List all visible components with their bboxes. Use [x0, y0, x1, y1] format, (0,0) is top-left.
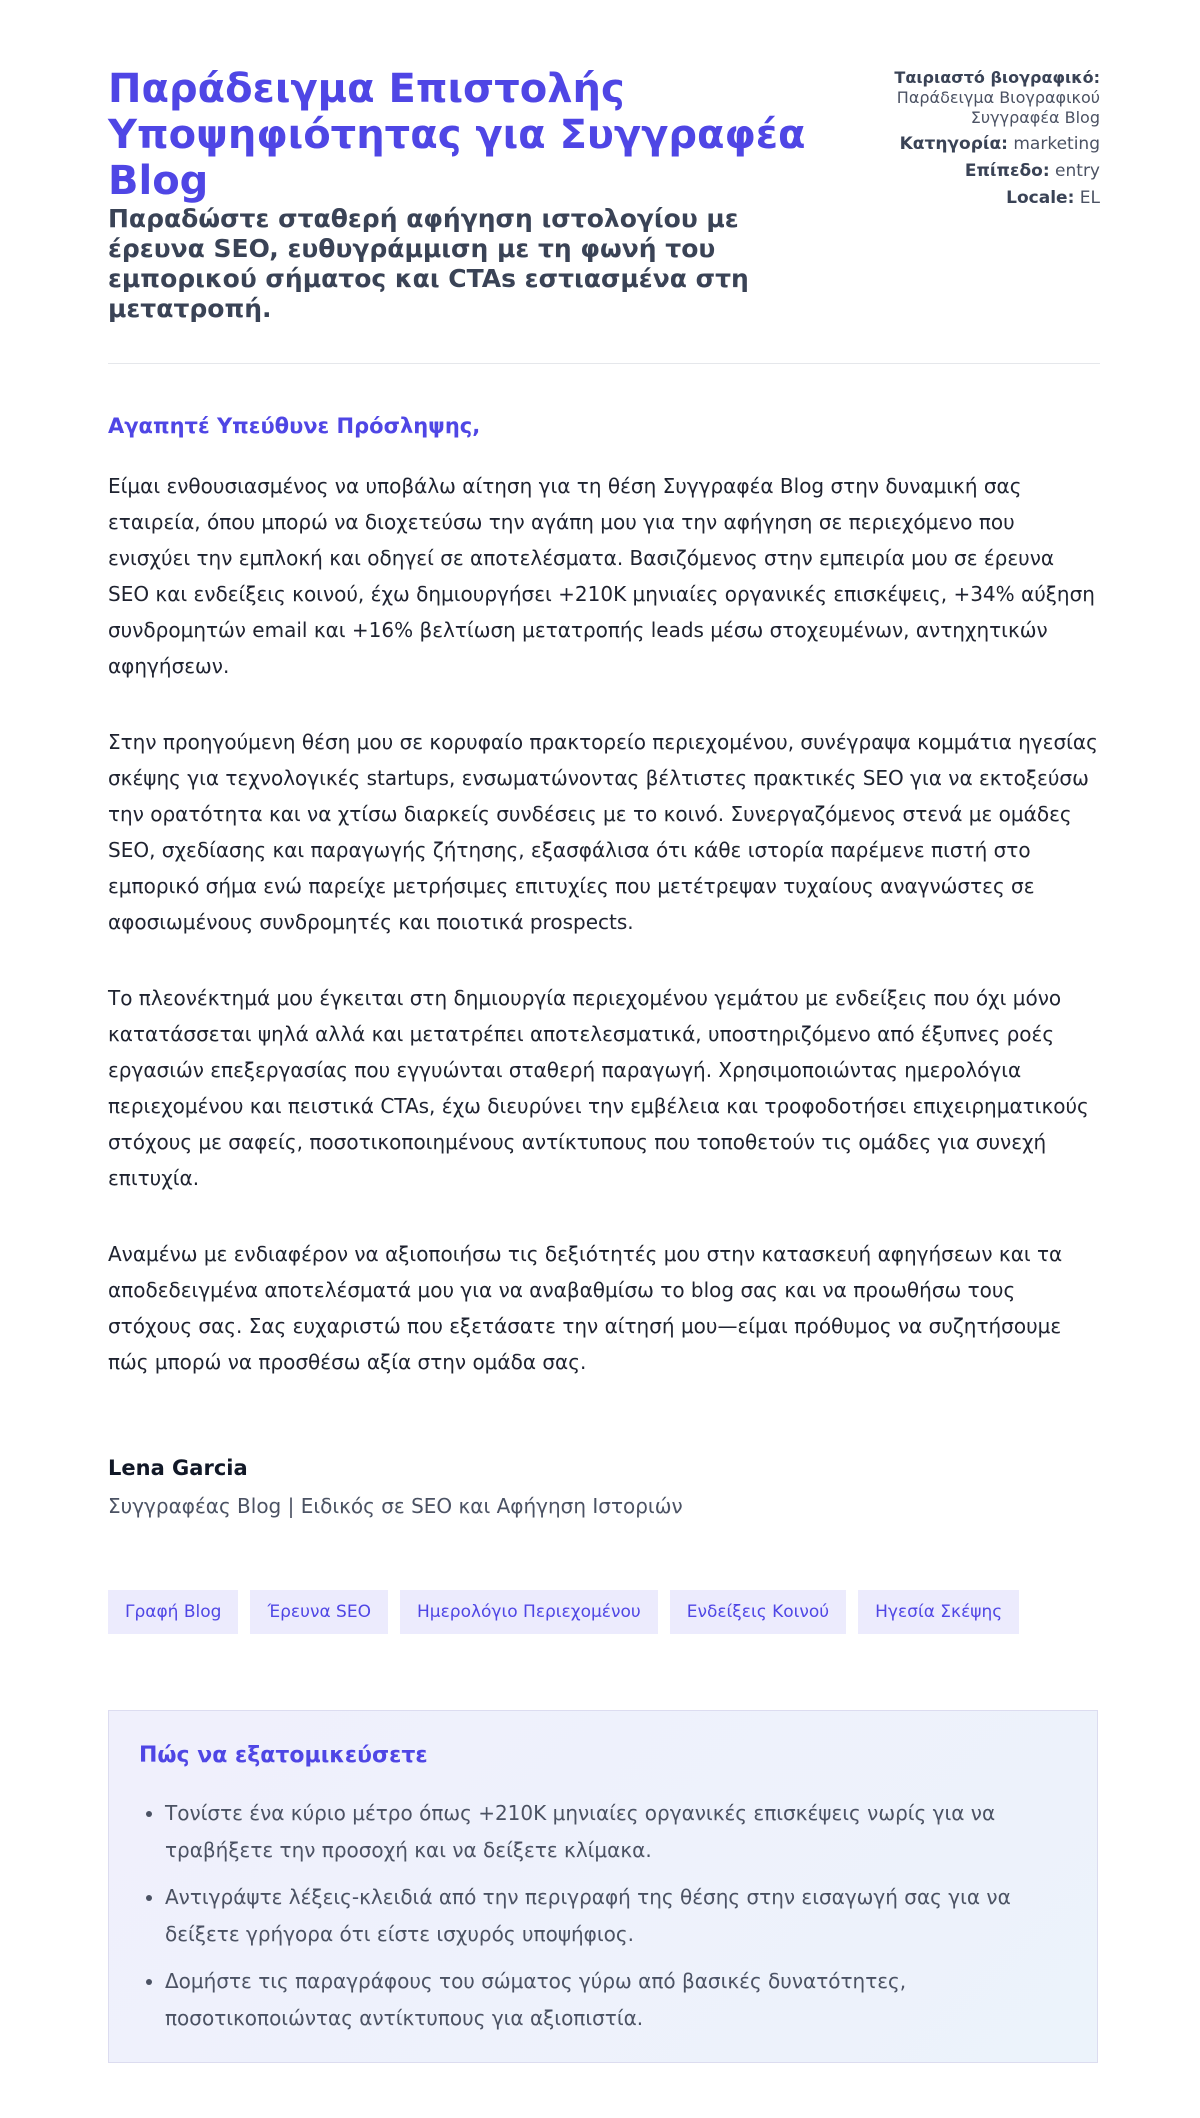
tip-item: • Αντιγράψτε λέξεις-κλειδιά από την περιγραφή της θέσης στην εισαγωγή σας για να δείξετε γρήγορα ότι είστε ισχυρός υποψήφιος. — [165, 1879, 1085, 1953]
signature-block — [108, 1456, 1100, 1518]
tips-list — [139, 1795, 1085, 2047]
meta-brief — [860, 68, 1100, 128]
meta-level-value: entry — [1055, 161, 1100, 181]
meta-locale — [860, 187, 1100, 209]
signature-name: Lena Garcia — [108, 1456, 248, 1480]
meta-locale-label: Locale: — [1006, 188, 1075, 208]
skill-tag: Ενδείξεις Κοινού — [670, 1590, 846, 1634]
skill-tag: Έρευνα SEO — [250, 1590, 388, 1634]
meta-level-label: Επίπεδο: — [964, 161, 1050, 181]
meta-category — [860, 133, 1100, 155]
letter-paragraph: Το πλεονέκτημά μου έγκειται στη δημιουργία περιεχομένου γεμάτου με ενδείξεις που όχι μόνο κατατάσσεται ψηλά αλλά και μετατρέπει αποτελεσματικά, υποστηριζόμενο από έξυπνες ροές εργασιών επεξεργασίας που εγγυώνται σταθερή παραγωγή. Χρησιμοποιώντας ημερολόγια περιεχομένου και πειστικά CTAs, έχω διευρύνει την εμβέλεια και τροφοδοτήσει επιχειρηματικούς στόχους με σαφείς, ποσοτικοποιημένους αντίκτυπους που τοποθετούν τις ομάδες για συνεχή επιτυχία. — [108, 986, 1089, 1190]
letter-paragraph: Αναμένω με ενδιαφέρον να αξιοποιήσω τις δεξιότητές μου στην κατασκευή αφηγήσεων και τα αποδεδειγμένα αποτελέσματά μου για να αναβαθμίσω το blog σας και να προωθήσω τους στόχους σας. Σας ευχαριστώ που εξετάσατε την αίτησή μου—είμαι πρόθυμος να συζητήσουμε πώς μπορώ να προσθέσω αξία στην ομάδα σας. — [108, 1242, 1063, 1374]
skill-tag: Ηγεσία Σκέψης — [858, 1590, 1019, 1634]
meta-brief-label: Ταιριαστό βιογραφικό: — [894, 68, 1100, 87]
meta-level — [860, 160, 1100, 182]
meta-category-value: marketing — [1013, 134, 1100, 154]
tip-item: • Τονίστε ένα κύριο μέτρο όπως +210K μηνιαίες οργανικές επισκέψεις νωρίς για να τραβήξετε την προσοχή και να δείξετε κλίμακα. — [165, 1795, 1085, 1869]
letter-paragraph: Στην προηγούμενη θέση μου σε κορυφαίο πρακτορείο περιεχομένου, συνέγραψα κομμάτια ηγεσίας σκέψης για τεχνολογικές startups, ενσωματώνοντας βέλτιστες πρακτικές SEO για να εκτοξεύσω την ορατότητα και να χτίσω διαρκείς συνδέσεις με το κοινό. Συνεργαζόμενος στενά με ομάδες SEO, σχεδίασης και παραγωγής ζήτησης, εξασφάλισα ότι κάθε ιστορία παρέμενε πιστή στο εμπορικό σήμα ενώ παρείχε μετρήσιμες επιτυχίες που μετέτρεψαν τυχαίους αναγνώστες σε αφοσιωμένους συνδρομητές και ποιοτικά prospects. — [108, 730, 1098, 934]
tips-title: Πώς να εξατομικεύσετε — [139, 1743, 428, 1768]
signature-role: Συγγραφέας Blog | Ειδικός σε SEO και Αφήγηση Ιστοριών — [108, 1494, 683, 1518]
header-divider — [108, 363, 1100, 364]
meta-category-label: Κατηγορία: — [899, 134, 1008, 154]
customization-tips-box — [108, 1710, 1098, 2063]
meta-panel — [860, 68, 1100, 209]
meta-brief-value: Παράδειγμα Βιογραφικού Συγγραφέα Blog — [896, 88, 1100, 127]
skill-tag: Γραφή Blog — [108, 1590, 238, 1634]
page-title: Παράδειγμα Επιστολής Υποψηφιότητας για Συγγραφέα Blog — [108, 66, 806, 204]
letter-paragraph: Είμαι ενθουσιασμένος να υποβάλω αίτηση για τη θέση Συγγραφέα Blog στην δυναμική σας εταιρεία, όπου μπορώ να διοχετεύσω την αγάπη μου για την αφήγηση σε περιεχόμενο που ενισχύει την εμπλοκή και οδηγεί σε αποτελέσματα. Βασιζόμενος στην εμπειρία μου σε έρευνα SEO και ενδείξεις κοινού, έχω δημιουργήσει +210K μηνιαίες οργανικές επισκέψεις, +34% αύξηση συνδρομητών email και +16% βελτίωση μετατροπής leads μέσω στοχευμένων, αντηχητικών αφηγήσεων. — [108, 474, 1095, 678]
tip-item: • Δομήστε τις παραγράφους του σώματος γύρω από βασικές δυνατότητες, ποσοτικοποιώντας αντίκτυπους για αξιοπιστία. — [165, 1963, 1085, 2037]
skill-tag: Ημερολόγιο Περιεχομένου — [400, 1590, 658, 1634]
skill-tags — [108, 1590, 1019, 1634]
letter-salutation: Αγαπητέ Υπεύθυνε Πρόσληψης, — [108, 414, 481, 438]
page-subtitle: Παραδώστε σταθερή αφήγηση ιστολογίου με έρευνα SEO, ευθυγράμμιση με τη φωνή του εμπορικού σήματος και CTAs εστιασμένα στη μετατροπή. — [108, 204, 749, 323]
letter-body — [108, 468, 1100, 1420]
meta-locale-value: EL — [1079, 188, 1100, 208]
